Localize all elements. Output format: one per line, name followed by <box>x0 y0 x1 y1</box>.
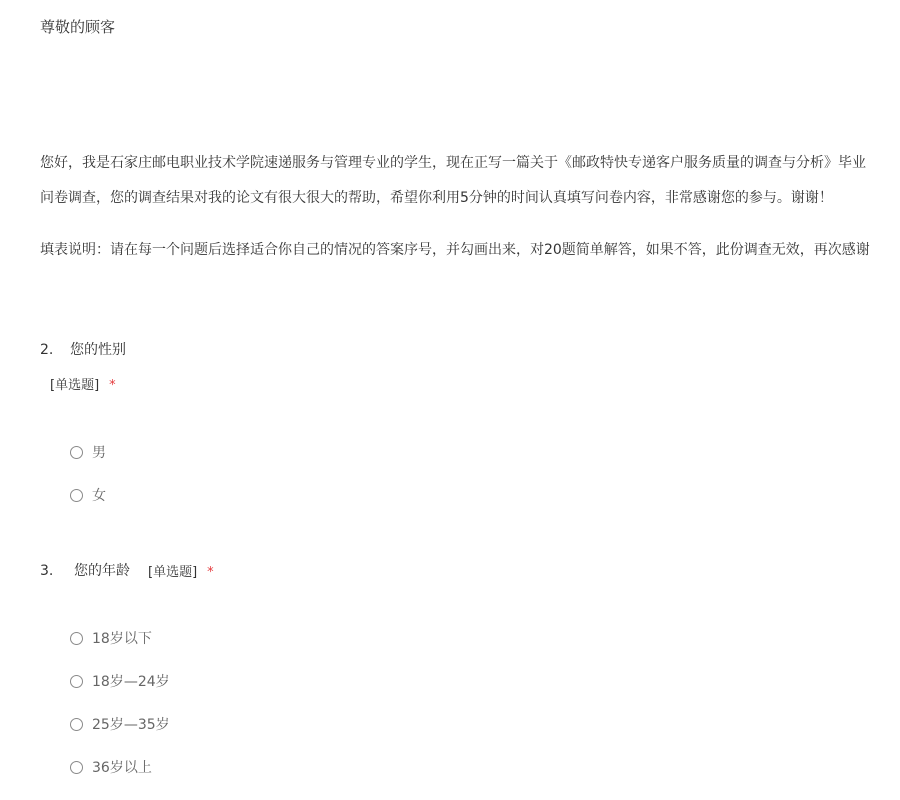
question-2-type <box>50 374 116 393</box>
question-2-required-mark: * <box>109 378 116 393</box>
radio-circle-icon[interactable] <box>70 446 83 459</box>
radio-circle-icon[interactable] <box>70 489 83 502</box>
option-label: 25岁—35岁 <box>92 717 170 733</box>
option-label: 男 <box>92 445 106 461</box>
intro-paragraph-line-2: 问卷调查，您的调查结果对我的论文有很大很大的帮助，希望你利用5分钟的时间认真填写问卷内容，非常感谢您的参与。谢谢！ <box>40 190 833 206</box>
option-age-18-24[interactable] <box>70 671 170 691</box>
question-3-required-mark: * <box>207 565 214 580</box>
question-2-number: 2. <box>40 342 54 358</box>
option-age-under-18[interactable] <box>70 628 152 648</box>
radio-circle-icon[interactable] <box>70 632 83 645</box>
question-3-type-label: [单选题] <box>148 565 198 580</box>
question-3-text: 您的年龄 <box>74 563 130 579</box>
instructions-text: 填表说明：请在每一个问题后选择适合你自己的情况的答案序号，并勾画出来，对20题简单解答，如果不答，此份调查无效，再次感谢 <box>40 242 870 258</box>
question-3-number: 3. <box>40 563 54 579</box>
option-label: 36岁以上 <box>92 760 152 776</box>
option-female[interactable] <box>70 485 106 505</box>
question-2-text: 您的性别 <box>70 342 126 358</box>
question-2-title <box>40 339 126 359</box>
option-label: 18岁—24岁 <box>92 674 170 690</box>
radio-circle-icon[interactable] <box>70 675 83 688</box>
radio-circle-icon[interactable] <box>70 718 83 731</box>
option-age-25-35[interactable] <box>70 714 170 734</box>
greeting-text: 尊敬的顾客 <box>40 18 116 36</box>
radio-circle-icon[interactable] <box>70 761 83 774</box>
question-3-type <box>148 561 214 580</box>
option-label: 女 <box>92 488 106 504</box>
question-2-type-label: [单选题] <box>50 378 100 393</box>
question-3-title <box>40 560 130 580</box>
option-label: 18岁以下 <box>92 631 152 647</box>
intro-paragraph-line-1: 您好，我是石家庄邮电职业技术学院速递服务与管理专业的学生，现在正写一篇关于《邮政特快专递客户服务质量的调查与分析》毕业 <box>40 155 866 171</box>
option-male[interactable] <box>70 442 106 462</box>
option-age-over-36[interactable] <box>70 757 152 777</box>
